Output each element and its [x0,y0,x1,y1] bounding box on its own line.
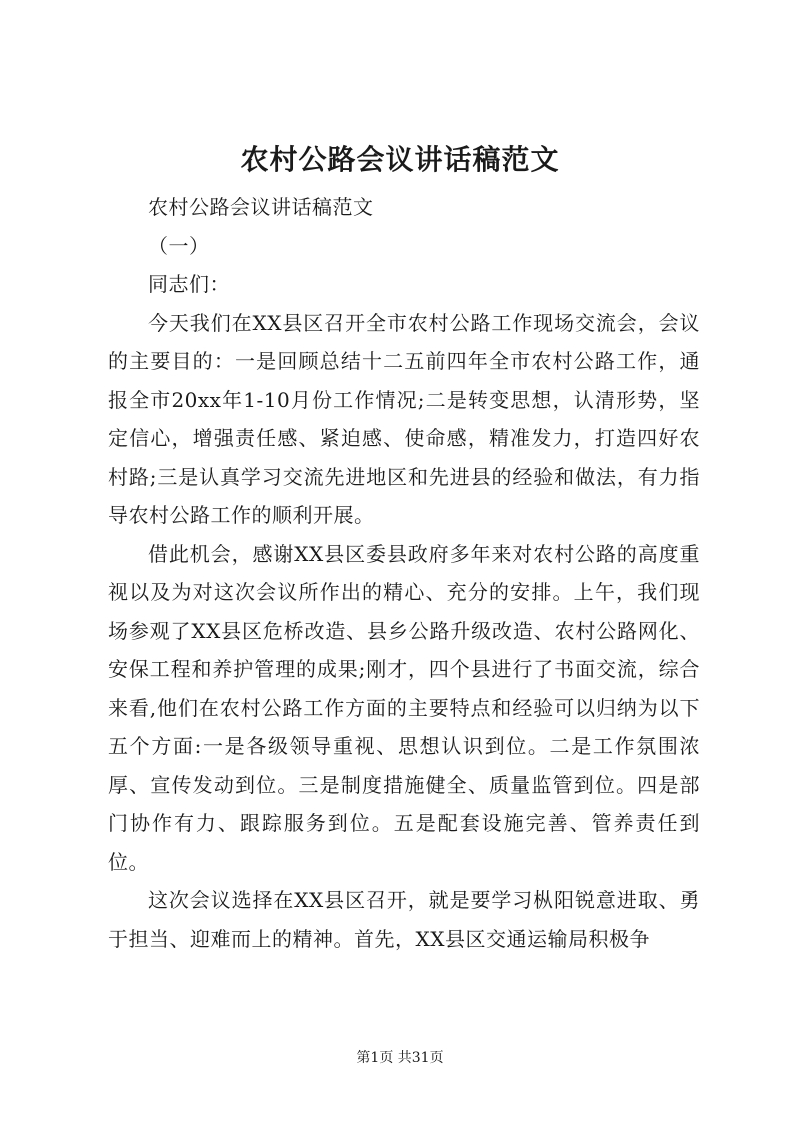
paragraph-body: 这次会议选择在XX县区召开，就是要学习枞阳锐意进取、勇于担当、迎难而上的精神。首先，XX县区交通运输局积极争 [108,888,700,951]
document-body [108,188,700,958]
document-title: 农村公路会议讲话稿范文 [240,143,560,176]
paragraph-salutation: 同志们： [148,272,230,296]
paragraph-section-number: （一） [148,233,210,258]
paragraph-body: 借此机会，感谢XX县区委县政府多年来对农村公路的高度重视以及为对这次会议所作出的精心、充分的安排。上午，我们现场参观了XX县区危桥改造、县乡公路升级改造、农村公路网化、安保工程和养护管理的成果;刚才，四个县进行了书面交流，综合来看,他们在农村公路工作方面的主要特点和经验可以归纳为以下五个方面:一是各级领导重视、思想认识到位。二是工作氛围浓厚、宣传发动到位。三是制度措施健全、质量监管到位。四是部门协作有力、跟踪服务到位。五是配套设施完善、管养责任到位。 [108,541,700,874]
page-number-footer: 第1页 共31页 [356,1050,444,1066]
paragraph-body: 今天我们在XX县区召开全市农村公路工作现场交流会，会议的主要目的：一是回顾总结十二五前四年全市农村公路工作，通报全市20xx年1-10月份工作情况;二是转变思想，认清形势，坚定信心，增强责任感、紧迫感、使命感，精准发力，打造四好农村路;三是认真学习交流先进地区和先进县的经验和做法，有力指导农村公路工作的顺利开展。 [108,310,700,527]
paragraph-subtitle: 农村公路会议讲话稿范文 [148,195,374,219]
